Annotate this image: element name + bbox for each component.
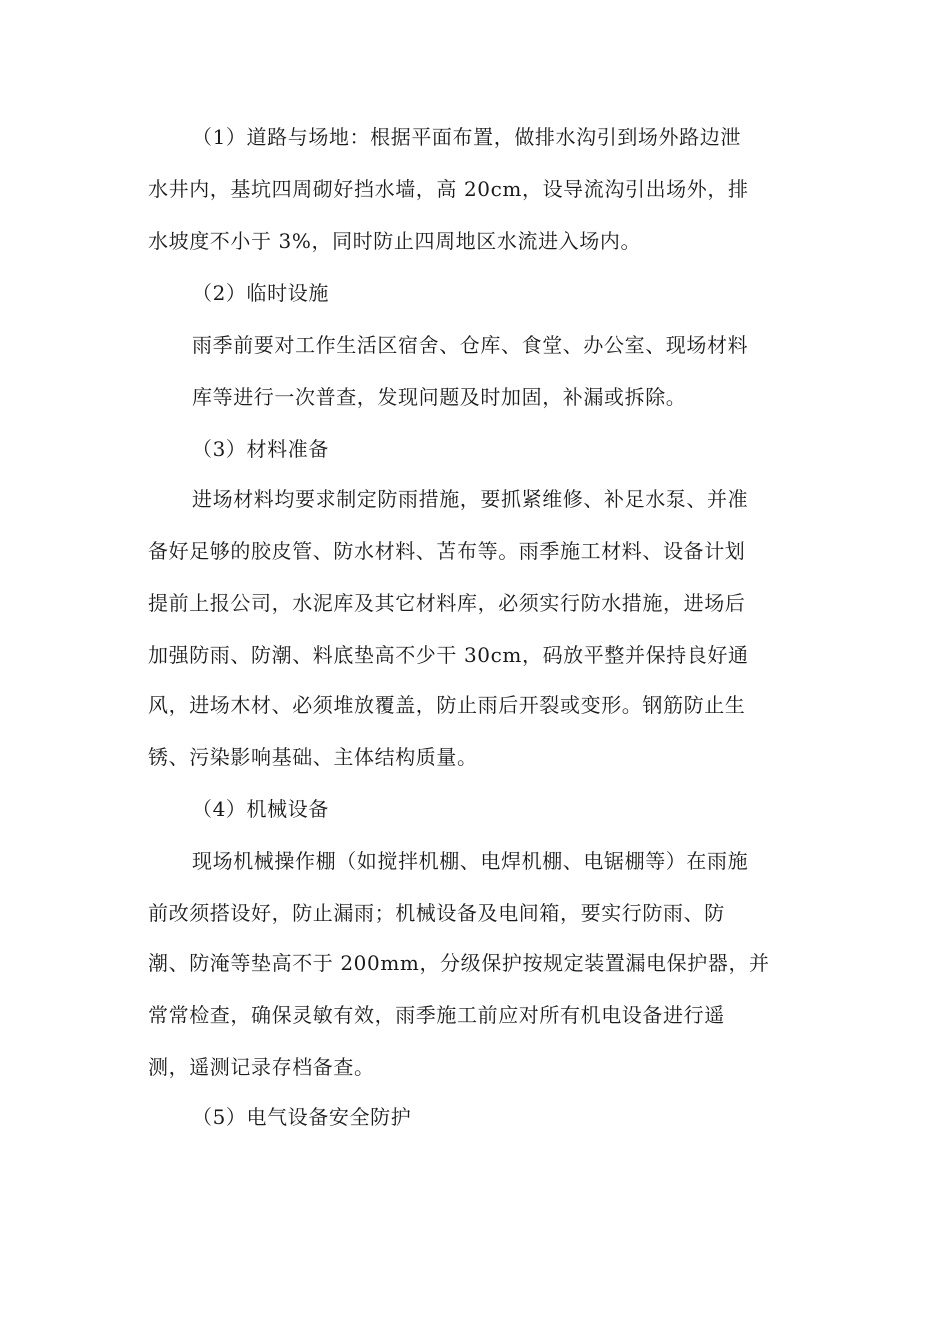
paragraph-4-line-1: 现场机械操作棚（如搅拌机棚、电焊机棚、电锯棚等）在雨施 [192, 849, 749, 873]
paragraph-3-line-1: 进场材料均要求制定防雨措施，要抓紧维修、补足水泵、并准 [192, 487, 749, 511]
paragraph-2-line-1: 雨季前要对工作生活区宿舍、仓库、食堂、办公室、现场材料 [192, 333, 749, 357]
heading-2: （2）临时设施 [192, 281, 329, 305]
paragraph-1-line-1: （1）道路与场地：根据平面布置，做排水沟引到场外路边泄 [192, 125, 741, 149]
paragraph-1-line-2: 水井内，基坑四周砌好挡水墙，高 20cm，设导流沟引出场外，排 [148, 177, 749, 201]
paragraph-3-line-4: 加强防雨、防潮、料底垫高不少干 30cm，码放平整并保持良好通 [148, 643, 749, 667]
paragraph-2-line-2: 库等进行一次普查，发现问题及时加固，补漏或拆除。 [192, 385, 687, 409]
paragraph-4-line-3: 潮、防淹等垫高不于 200mm，分级保护按规定装置漏电保护器，并 [148, 951, 770, 975]
paragraph-3-line-6: 锈、污染影响基础、主体结构质量。 [148, 745, 478, 769]
paragraph-3-line-2: 备好足够的胶皮管、防水材料、苫布等。雨季施工材料、设备计划 [148, 539, 746, 563]
paragraph-4-line-5: 测，遥测记录存档备查。 [148, 1055, 375, 1079]
paragraph-3-line-3: 提前上报公司，水泥库及其它材料库，必须实行防水措施，进场后 [148, 591, 746, 615]
paragraph-4-line-2: 前改须搭设好，防止漏雨；机械设备及电间箱，要实行防雨、防 [148, 901, 725, 925]
heading-5: （5）电气设备安全防护 [192, 1105, 412, 1129]
heading-4: （4）机械设备 [192, 797, 329, 821]
paragraph-1-line-3: 水坡度不小于 3%，同时防止四周地区水流进入场内。 [148, 229, 642, 253]
heading-3: （3）材料准备 [192, 437, 329, 461]
paragraph-3-line-5: 风，进场木材、必须堆放覆盖，防止雨后开裂或变形。钢筋防止生 [148, 693, 746, 717]
paragraph-4-line-4: 常常检查，确保灵敏有效，雨季施工前应对所有机电设备进行遥 [148, 1003, 725, 1027]
